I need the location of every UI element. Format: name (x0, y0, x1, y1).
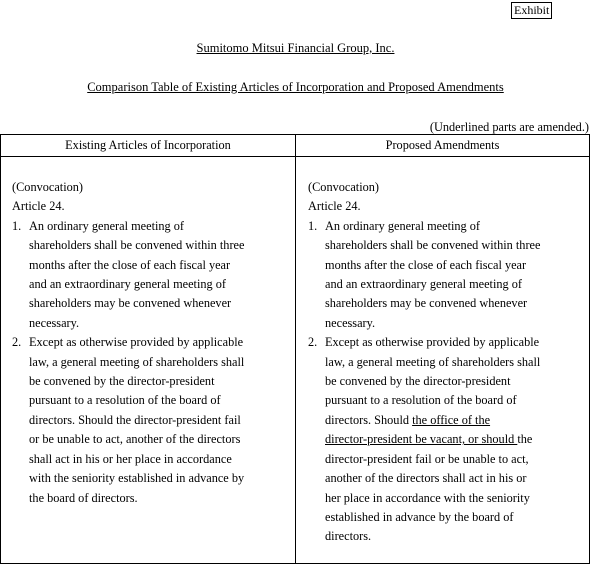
proposed-item-2-line: be convened by the director-president (325, 374, 511, 389)
existing-heading: (Convocation) (12, 180, 84, 194)
existing-item-1-line: months after the close of each fiscal year (29, 257, 231, 272)
proposed-item-1-line: shareholders may be convened whenever (325, 296, 528, 311)
proposed-item-2-number: 2. (308, 335, 318, 350)
column-divider (295, 135, 296, 563)
proposed-item-2-line: pursuant to a resolution of the board of (325, 393, 517, 408)
proposed-item-1-line: necessary. (325, 315, 376, 330)
existing-item-2-line: or be unable to act, another of the directors (29, 432, 241, 447)
existing-item-2-line: directors. Should the director-president fail (29, 412, 241, 427)
existing-item-2-line: be convened by the director-president (29, 374, 215, 389)
header-existing: Existing Articles of Incorporation (65, 138, 231, 152)
proposed-item-2-line (325, 430, 588, 449)
proposed-item-2-line: another of the directors shall act in his or (325, 471, 527, 486)
proposed-item-2-line: Except as otherwise provided by applicable (325, 335, 540, 350)
proposed-item-1 (308, 217, 588, 333)
proposed-item-2-text: the (517, 432, 533, 447)
existing-item-2-line: pursuant to a resolution of the board of (29, 393, 221, 408)
proposed-item-2-line: law, a general meeting of shareholders shall (325, 354, 541, 369)
existing-item-2-line: with the seniority established in advance by (29, 471, 245, 486)
existing-item-1-number: 1. (12, 218, 22, 233)
amended-text: director-president be vacant, or should (325, 432, 518, 447)
header-proposed: Proposed Amendments (385, 138, 500, 152)
proposed-item-1-line: months after the close of each fiscal year (325, 257, 527, 272)
proposed-item-2-text: directors. Should (325, 412, 413, 427)
existing-item-1 (12, 217, 292, 333)
proposed-item-1-line: and an extraordinary general meeting of (325, 277, 523, 292)
amended-text: the office of the (412, 412, 491, 427)
proposed-item-2-line: her place in accordance with the seniority (325, 490, 530, 505)
existing-item-2-line: Except as otherwise provided by applicable (29, 335, 244, 350)
proposed-item-2-line: director-president fail or be unable to act, (325, 451, 529, 466)
exhibit-label: Exhibit (511, 2, 552, 19)
existing-item-1-line: necessary. (29, 315, 80, 330)
existing-item-2-line: shall act in his or her place in accordance (29, 451, 232, 466)
existing-item-1-line: and an extraordinary general meeting of (29, 277, 227, 292)
existing-item-2-number: 2. (12, 335, 22, 350)
existing-item-1-line: shareholders may be convened whenever (29, 296, 232, 311)
amendment-note: (Underlined parts are amended.) (429, 120, 589, 134)
proposed-heading: (Convocation) (308, 180, 380, 194)
existing-article-number: Article 24. (12, 199, 65, 214)
table-header-row (1, 135, 589, 157)
existing-articles-cell (12, 178, 292, 508)
proposed-item-1-number: 1. (308, 218, 318, 233)
existing-item-1-line: shareholders shall be convened within three (29, 238, 245, 253)
company-name: Sumitomo Mitsui Financial Group, Inc. (196, 41, 395, 55)
existing-item-1-line: An ordinary general meeting of (29, 218, 185, 233)
existing-item-2-line: the board of directors. (29, 490, 138, 505)
proposed-item-1-line: An ordinary general meeting of (325, 218, 481, 233)
document-title: Comparison Table of Existing Articles of Incorporation and Proposed Amendments (87, 80, 504, 94)
proposed-item-2 (308, 333, 588, 546)
existing-item-2 (12, 333, 292, 508)
proposed-amendments-cell (308, 178, 588, 547)
proposed-article-number: Article 24. (308, 199, 361, 214)
proposed-item-1-line: shareholders shall be convened within three (325, 238, 541, 253)
proposed-item-2-line (325, 411, 588, 430)
comparison-table (0, 134, 590, 564)
existing-item-2-line: law, a general meeting of shareholders shall (29, 354, 245, 369)
proposed-item-2-line: established in advance by the board of (325, 509, 514, 524)
proposed-item-2-line: directors. (325, 529, 372, 544)
